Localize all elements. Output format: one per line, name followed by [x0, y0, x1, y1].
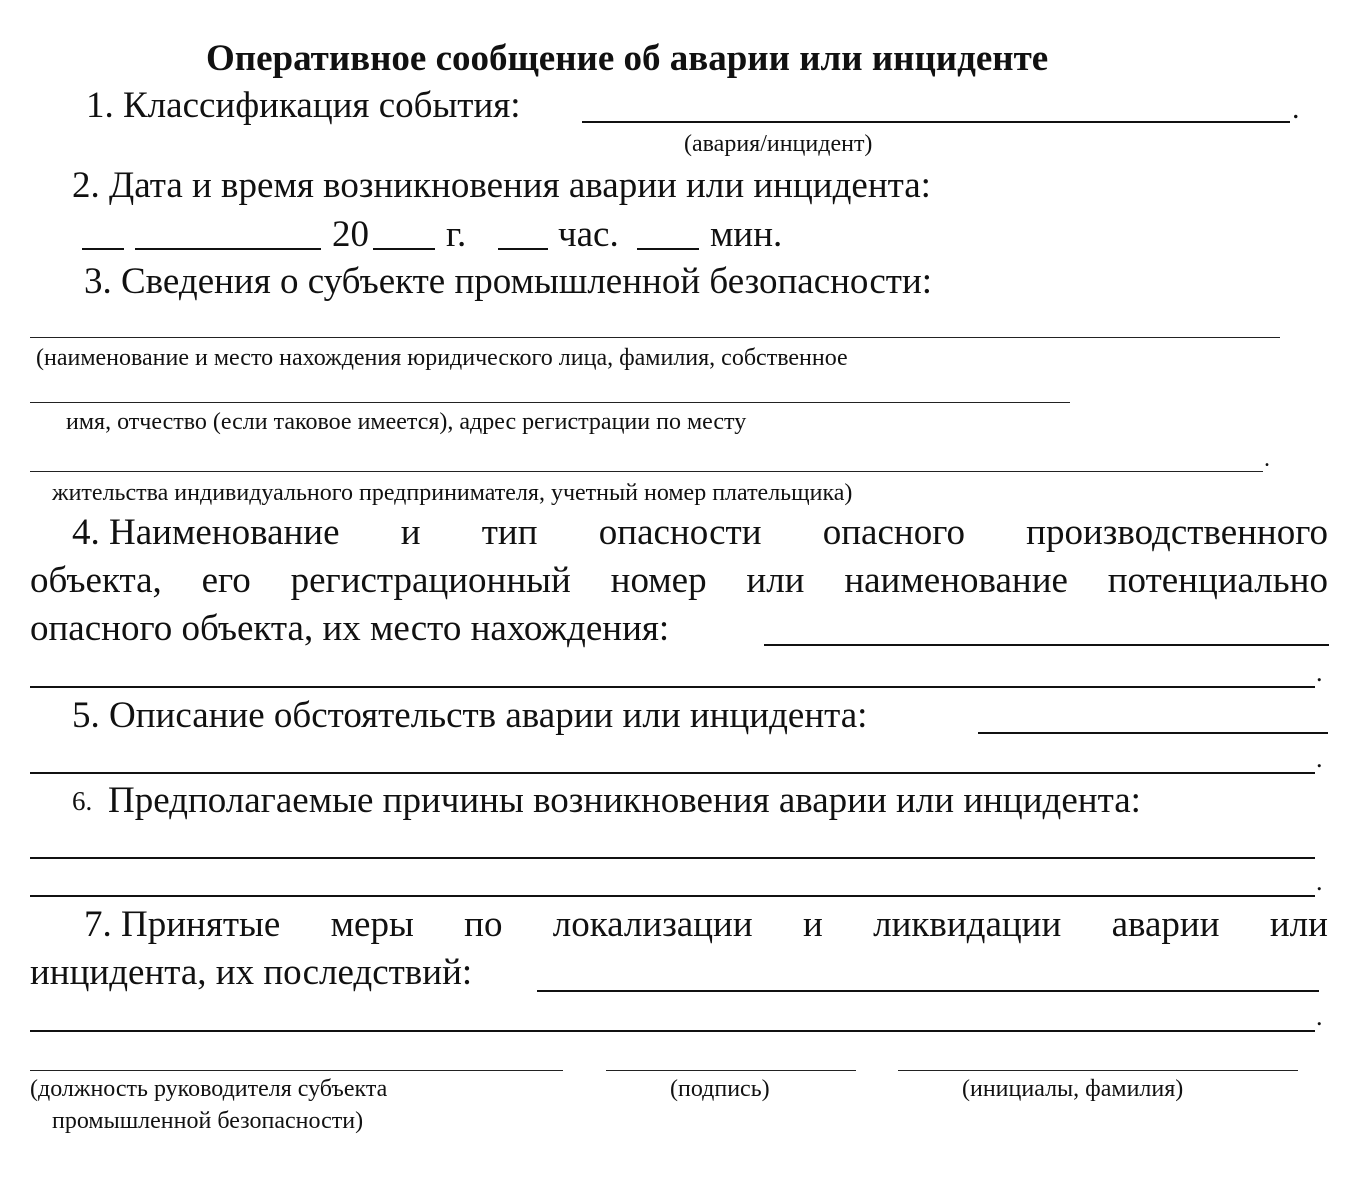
- section-3-label: 3. Сведения о субъекте промышленной безопасности:: [84, 261, 933, 302]
- year-prefix: 20: [332, 214, 369, 255]
- section-1-period: .: [1292, 92, 1300, 125]
- position-hint-2: промышленной безопасности): [52, 1108, 364, 1134]
- section-3-hint-1: (наименование и место нахождения юридического лица, фамилия, собственное: [36, 345, 848, 371]
- section-6-answer-line-2[interactable]: [30, 895, 1315, 897]
- section-7-answer-line-2[interactable]: [30, 1030, 1315, 1032]
- section-7-word: аварии: [1111, 904, 1220, 945]
- section-6-label: Предполагаемые причины возникновения аварии или инцидента:: [108, 780, 1141, 821]
- section-1-answer-line[interactable]: [582, 121, 1290, 123]
- section-3-line-2[interactable]: [30, 402, 1070, 403]
- name-signature-line[interactable]: [898, 1070, 1298, 1071]
- section-5-period: .: [1316, 744, 1323, 773]
- hour-suffix: час.: [558, 214, 619, 255]
- section-7-word: локализации: [552, 904, 753, 945]
- year-field-line[interactable]: [373, 248, 435, 250]
- section-4-word: потенциально: [1107, 560, 1328, 601]
- section-3-period: .: [1264, 446, 1270, 472]
- section-7-line-1: [84, 906, 1328, 943]
- day-field-line[interactable]: [82, 248, 124, 250]
- section-1-label: 1. Классификация события:: [86, 85, 521, 126]
- document-title: Оперативное сообщение об аварии или инциденте: [206, 38, 1049, 79]
- section-5-label: 5. Описание обстоятельств аварии или инцидента:: [72, 695, 868, 736]
- section-4-word: 4. Наименование: [72, 512, 340, 553]
- section-4-answer-line-1[interactable]: [764, 644, 1329, 646]
- section-7-word: по: [464, 904, 503, 945]
- section-4-word: номер: [610, 560, 707, 601]
- section-4-word: объекта,: [30, 560, 162, 601]
- section-3-hint-3: жительства индивидуального предпринимателя, учетный номер плательщика): [52, 480, 853, 506]
- signature-hint: (подпись): [670, 1076, 770, 1102]
- section-4-word: производственного: [1026, 512, 1328, 553]
- month-field-line[interactable]: [135, 248, 321, 250]
- section-3-line-3[interactable]: [30, 471, 1263, 472]
- position-signature-line[interactable]: [30, 1070, 563, 1071]
- minute-field-line[interactable]: [637, 248, 699, 250]
- section-1-hint: (авария/инцидент): [684, 131, 873, 157]
- section-7-word: и: [802, 904, 823, 945]
- section-7-word: или: [1269, 904, 1328, 945]
- section-3-line-1[interactable]: [30, 337, 1280, 338]
- section-7-answer-line-1[interactable]: [537, 990, 1319, 992]
- section-3-hint-2: имя, отчество (если таковое имеется), адрес регистрации по месту: [66, 409, 747, 435]
- section-4-word: опасного: [822, 512, 965, 553]
- section-6-number: 6.: [72, 786, 93, 816]
- section-7-word: 7. Принятые: [84, 904, 281, 945]
- section-4-line-1: [72, 514, 1328, 551]
- section-4-word: или: [746, 560, 805, 601]
- section-4-word: и: [400, 512, 421, 553]
- section-7-word: меры: [330, 904, 414, 945]
- section-6-answer-line-1[interactable]: [30, 857, 1315, 859]
- section-4-word: тип: [481, 512, 538, 553]
- section-4-line-2: [30, 562, 1328, 599]
- section-5-answer-line-2[interactable]: [30, 772, 1315, 774]
- section-5-answer-line-1[interactable]: [978, 732, 1328, 734]
- section-4-word: наименование: [844, 560, 1068, 601]
- section-7-word: ликвидации: [873, 904, 1062, 945]
- section-7-period: .: [1316, 1002, 1323, 1031]
- section-4-line-3: опасного объекта, их место нахождения:: [30, 608, 670, 649]
- position-hint-1: (должность руководителя субъекта: [30, 1076, 388, 1102]
- year-suffix: г.: [446, 214, 467, 255]
- hour-field-line[interactable]: [498, 248, 548, 250]
- section-4-period: .: [1316, 658, 1323, 687]
- section-6-period: .: [1316, 867, 1323, 896]
- name-hint: (инициалы, фамилия): [962, 1076, 1184, 1102]
- section-4-word: опасности: [598, 512, 762, 553]
- section-2-label: 2. Дата и время возникновения аварии или инцидента:: [72, 165, 931, 206]
- signature-line[interactable]: [606, 1070, 856, 1071]
- section-4-word: регистрационный: [290, 560, 571, 601]
- section-4-word: его: [201, 560, 251, 601]
- section-7-line-2: инцидента, их последствий:: [30, 952, 473, 993]
- minute-suffix: мин.: [710, 214, 783, 255]
- section-4-answer-line-2[interactable]: [30, 686, 1315, 688]
